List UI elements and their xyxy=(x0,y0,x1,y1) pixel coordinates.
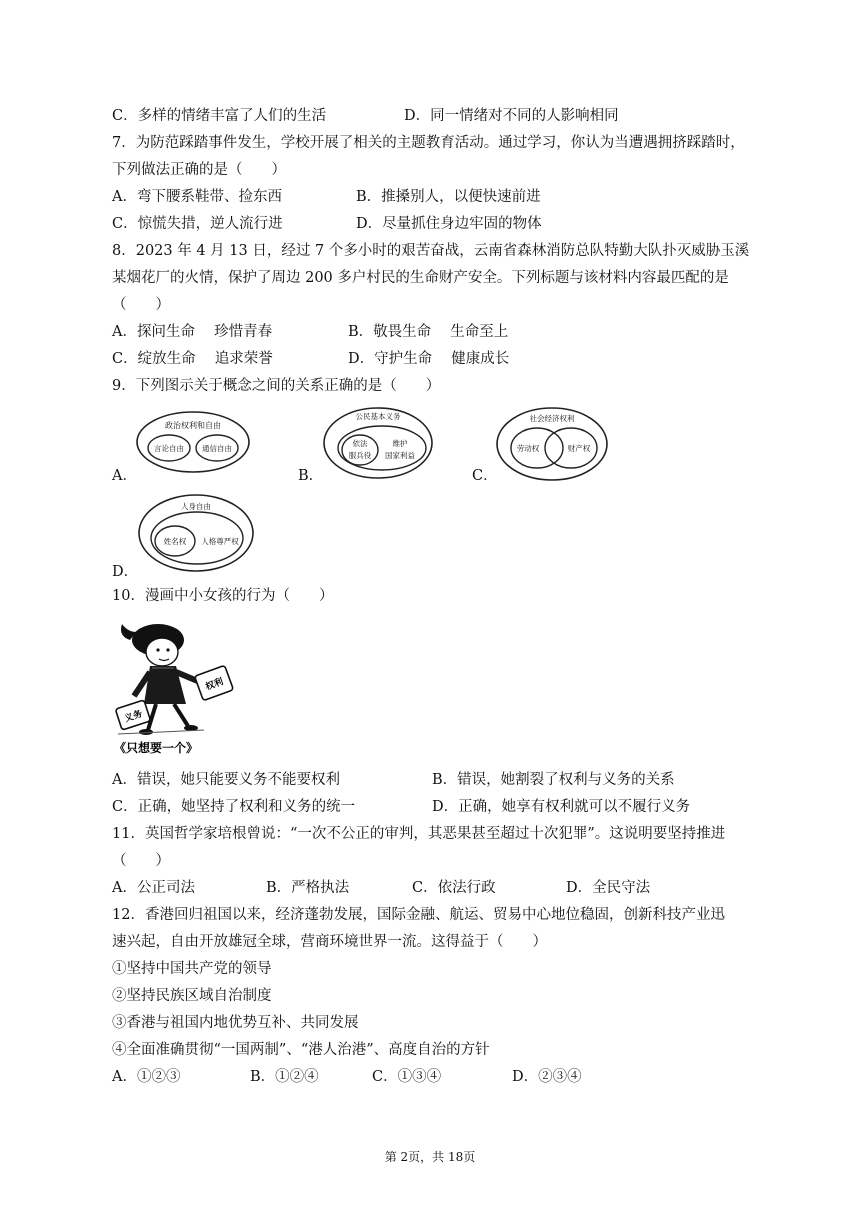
diagram-b-left-label-1: 依法 xyxy=(352,439,368,448)
bag-right-label: 权利 xyxy=(204,677,225,693)
q8-stem-line2: 某烟花厂的火情，保护了周边 200 多户村民的生命财产安全。下列标题与该材料内容最匹配的是 xyxy=(112,270,729,286)
q9-stem: 9．下列图示关于概念之间的关系正确的是（ ） xyxy=(112,378,441,394)
diagram-b-right-label-2: 国家利益 xyxy=(385,451,415,460)
q9-diagram-b xyxy=(322,406,434,484)
q8-option-c: C．绽放生命 追求荣誉 xyxy=(112,351,273,367)
q7-option-c: C．惊慌失措，逆人流行进 xyxy=(112,216,283,232)
q12-option-a: A．①②③ xyxy=(112,1069,181,1085)
q12-statement-3: ③香港与祖国内地优势互补、共同发展 xyxy=(112,1015,359,1031)
q12-statement-4: ④全面准确贯彻“一国两制”、“港人治港”、高度自治的方针 xyxy=(112,1042,490,1058)
diagram-c-outer-label: 社会经济权利 xyxy=(529,414,575,423)
q6-option-c: C．多样的情绪丰富了人们的生活 xyxy=(112,108,327,124)
q12-statement-1: ①坚持中国共产党的领导 xyxy=(112,961,272,977)
diagram-d-outer-label: 人身自由 xyxy=(181,502,211,511)
q8-option-b: B．敬畏生命 生命至上 xyxy=(348,324,509,340)
q7-option-a: A．弯下腰系鞋带、捡东西 xyxy=(112,189,282,205)
q10-option-d: D．正确，她享有权利就可以不履行义务 xyxy=(432,799,691,815)
q9-diagram-d xyxy=(137,493,255,577)
q8-stem-line3: （ ） xyxy=(112,297,170,313)
diagram-a-outer-label: 政治权利和自由 xyxy=(165,421,221,430)
q11-option-a: A．公正司法 xyxy=(112,880,195,896)
q7-stem-line1: 7．为防范踩踏事件发生，学校开展了相关的主题教育活动。通过学习，你认为当遭遇拥挤踩踏时， xyxy=(112,135,745,151)
diagram-d-left-label: 姓名权 xyxy=(163,537,187,546)
q8-stem-line1: 8．2023 年 4 月 13 日，经过 7 个多小时的艰苦奋战，云南省森林消防总队特勤大队扑灭威胁玉溪 xyxy=(112,243,750,259)
q12-statement-2: ②坚持民族区域自治制度 xyxy=(112,988,272,1004)
q9-label-b: B． xyxy=(298,468,324,484)
q8-option-d: D．守护生命 健康成长 xyxy=(348,351,510,367)
q12-stem-line1: 12．香港回归祖国以来，经济蓬勃发展，国际金融、航运、贸易中心地位稳固，创新科技产业迅 xyxy=(112,907,725,923)
q12-option-b: B．①②④ xyxy=(250,1069,319,1085)
diagram-a-right-label: 通信自由 xyxy=(202,444,232,453)
q9-label-d: D． xyxy=(112,564,139,580)
q12-option-c: C．①③④ xyxy=(372,1069,442,1085)
q10-option-b: B．错误，她割裂了权利与义务的关系 xyxy=(432,772,675,788)
diagram-b-outer-label: 公民基本义务 xyxy=(355,412,401,421)
page-footer: 第 2页，共 18页 xyxy=(384,1150,476,1164)
diagram-b-left-label-2: 服兵役 xyxy=(348,451,372,460)
diagram-a-left-label: 言论自由 xyxy=(154,444,184,453)
bag-left-label: 义务 xyxy=(123,709,144,725)
q9-diagram-c xyxy=(495,406,609,486)
diagram-c-left-label: 劳动权 xyxy=(516,444,540,453)
q7-stem-line2: 下列做法正确的是（ ） xyxy=(112,162,286,178)
q10-option-a: A．错误，她只能要义务不能要权利 xyxy=(112,772,340,788)
q10-cartoon xyxy=(114,618,234,764)
diagram-d-right-label: 人格尊严权 xyxy=(201,537,239,546)
q9-label-c: C． xyxy=(472,468,498,484)
q11-option-d: D．全民守法 xyxy=(566,880,651,896)
q12-stem-line2: 速兴起，自由开放雄冠全球，营商环境世界一流。这得益于（ ） xyxy=(112,934,547,950)
diagram-c-right-label: 财产权 xyxy=(567,444,591,453)
q9-label-a: A． xyxy=(112,468,137,484)
q11-option-c: C．依法行政 xyxy=(412,880,496,896)
q6-option-d: D．同一情绪对不同的人影响相同 xyxy=(404,108,619,124)
q11-stem-line1: 11．英国哲学家培根曾说：“一次不公正的审判，其恶果甚至超过十次犯罪”。这说明要坚持推进 xyxy=(112,826,726,842)
diagram-b-right-label-1: 维护 xyxy=(392,439,408,448)
q11-stem-line2: （ ） xyxy=(112,853,170,869)
q8-option-a: A．探问生命 珍惜青春 xyxy=(112,324,273,340)
q12-option-d: D．②③④ xyxy=(512,1069,582,1085)
q10-option-c: C．正确，她坚持了权利和义务的统一 xyxy=(112,799,356,815)
q9-diagram-a xyxy=(135,410,251,478)
cartoon-caption: 《只想要一个》 xyxy=(114,741,199,755)
q10-stem: 10．漫画中小女孩的行为（ ） xyxy=(112,588,334,604)
q7-option-b: B．推搡别人，以便快速前进 xyxy=(356,189,541,205)
q7-option-d: D．尽量抓住身边牢固的物体 xyxy=(356,216,542,232)
q11-option-b: B．严格执法 xyxy=(266,880,350,896)
